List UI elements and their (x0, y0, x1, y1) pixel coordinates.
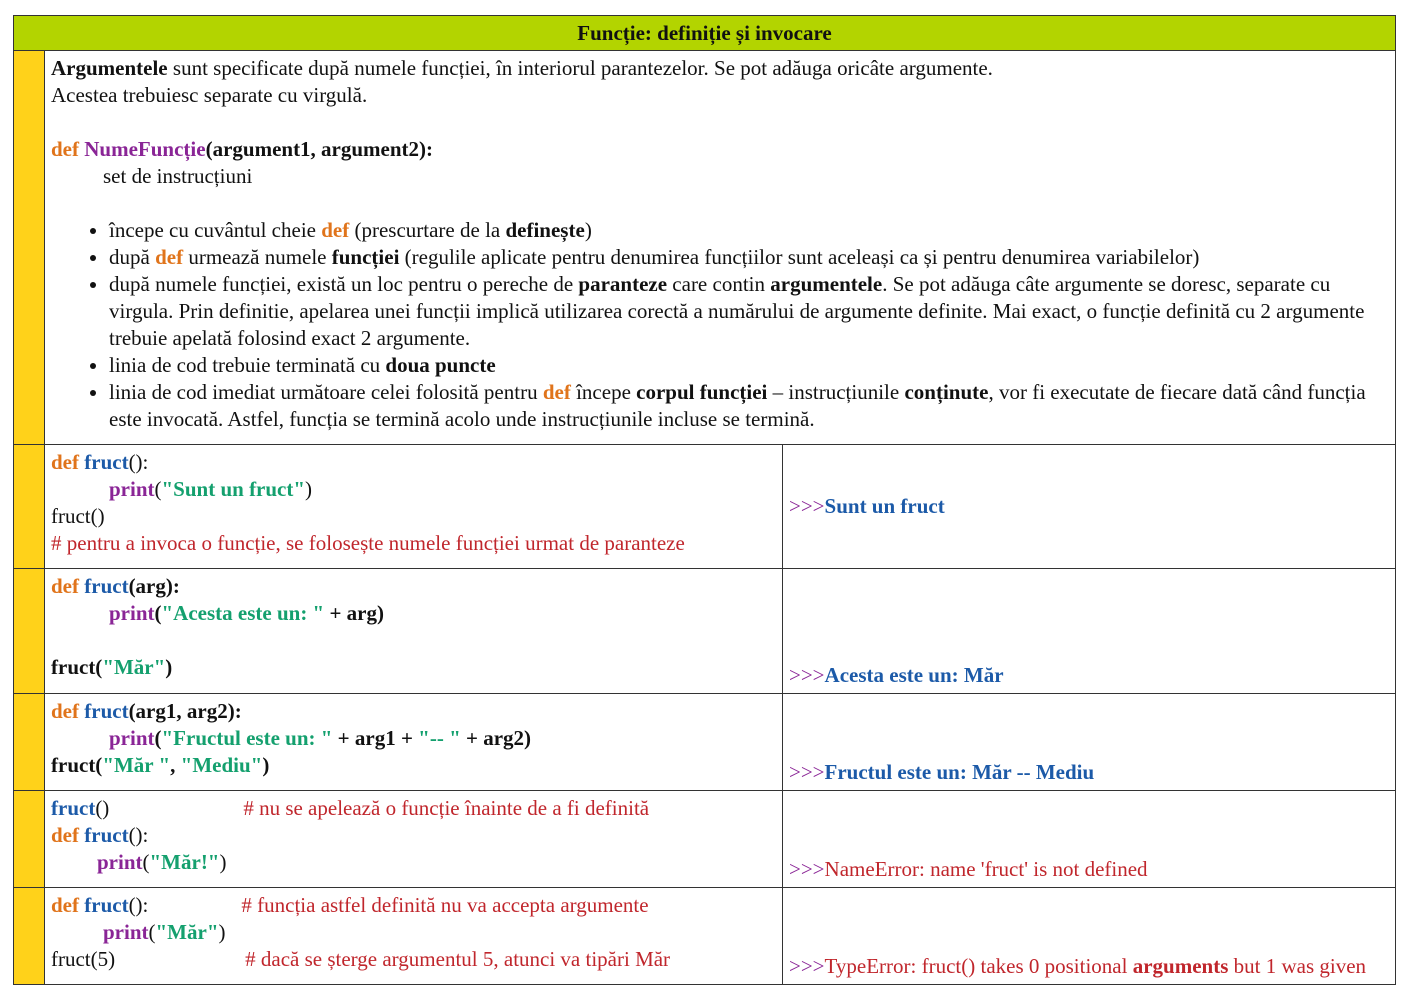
example-2-output: >>>Acesta este un: Măr (783, 569, 1396, 694)
rules-list (51, 217, 1389, 433)
example-3-code: def fruct(arg1, arg2): print("Fructul este un: " + arg1 + "-- " + arg2) fruct("Măr ", "Mediu") (45, 694, 783, 791)
syntax-body: set de instrucțiuni (103, 164, 253, 188)
function-table-sheet (13, 15, 1395, 985)
function-table (13, 15, 1396, 985)
example-1-code: def fruct(): print("Sunt un fruct") fruct() # pentru a invoca o funcție, se folosește numele funcției urmat de paranteze (45, 445, 783, 569)
example-4-code: fruct() # nu se apelează o funcție înainte de a fi definită def fruct(): print("Măr!") (45, 791, 783, 888)
example-2-code: def fruct(arg): print("Acesta este un: " + arg) fruct("Măr") (45, 569, 783, 694)
code-comment: # dacă se șterge argumentul 5, atunci va tipări Măr (245, 947, 671, 971)
intro-paragraph-2: Acestea trebuiesc separate cu virgulă. (51, 83, 368, 107)
code-comment: # funcția astfel definită nu va accepta argumente (241, 893, 649, 917)
example-3-output: >>>Fructul este un: Măr -- Mediu (783, 694, 1396, 791)
example-4-output: >>>NameError: name 'fruct' is not defined (783, 791, 1396, 888)
example-5-code: def fruct(): # funcția astfel definită nu va accepta argumente print("Măr") fruct(5) # dacă se șterge argumentul 5, atunci va tipări Măr (45, 888, 783, 985)
side-stripe (14, 888, 45, 985)
intro-cell (45, 51, 1396, 445)
side-stripe (14, 51, 45, 445)
example-1-output: >>>Sunt un fruct (783, 445, 1396, 569)
side-stripe (14, 694, 45, 791)
list-item: • linia de cod trebuie terminată cu doua puncte (109, 352, 1389, 379)
syntax-line: def NumeFuncție(argument1, argument2): (51, 137, 434, 161)
side-stripe (14, 445, 45, 569)
list-item: • linia de cod imediat următoare celei folosită pentru def începe corpul funcției – instrucțiunile conținute, vor fi executate de fiecare dată când funcția este invocată. Astfel, funcția se termină acolo unde instrucțiunile incluse se termină. (109, 379, 1389, 433)
example-5-output: >>>TypeError: fruct() takes 0 positional arguments but 1 was given (783, 888, 1396, 985)
code-comment: # nu se apelează o funcție înainte de a fi definită (243, 796, 650, 820)
table-title: Funcție: definiție și invocare (14, 16, 1396, 51)
intro-paragraph: Argumentele sunt specificate după numele funcției, în interiorul parantezelor. Se pot adăuga oricâte argumente. (51, 56, 993, 80)
list-item: • după numele funcției, există un loc pentru o pereche de paranteze care contin argumentele. Se pot adăuga câte argumente se doresc, separate cu virgula. Prin definitie, apelarea unei funcții implică utilizarea corectă a numărului de argumente definite. Mai exact, o funcție definită cu 2 argumente trebuie apelată folosind exact 2 argumente. (109, 271, 1389, 352)
code-comment: # pentru a invoca o funcție, se folosește numele funcției urmat de paranteze (51, 531, 685, 555)
list-item: • după def urmează numele funcției (regulile aplicate pentru denumirea funcțiilor sunt aceleași ca și pentru denumirea variabilelor) (109, 244, 1389, 271)
side-stripe (14, 791, 45, 888)
list-item: • începe cu cuvântul cheie def (prescurtare de la definește) (109, 217, 1389, 244)
side-stripe (14, 569, 45, 694)
